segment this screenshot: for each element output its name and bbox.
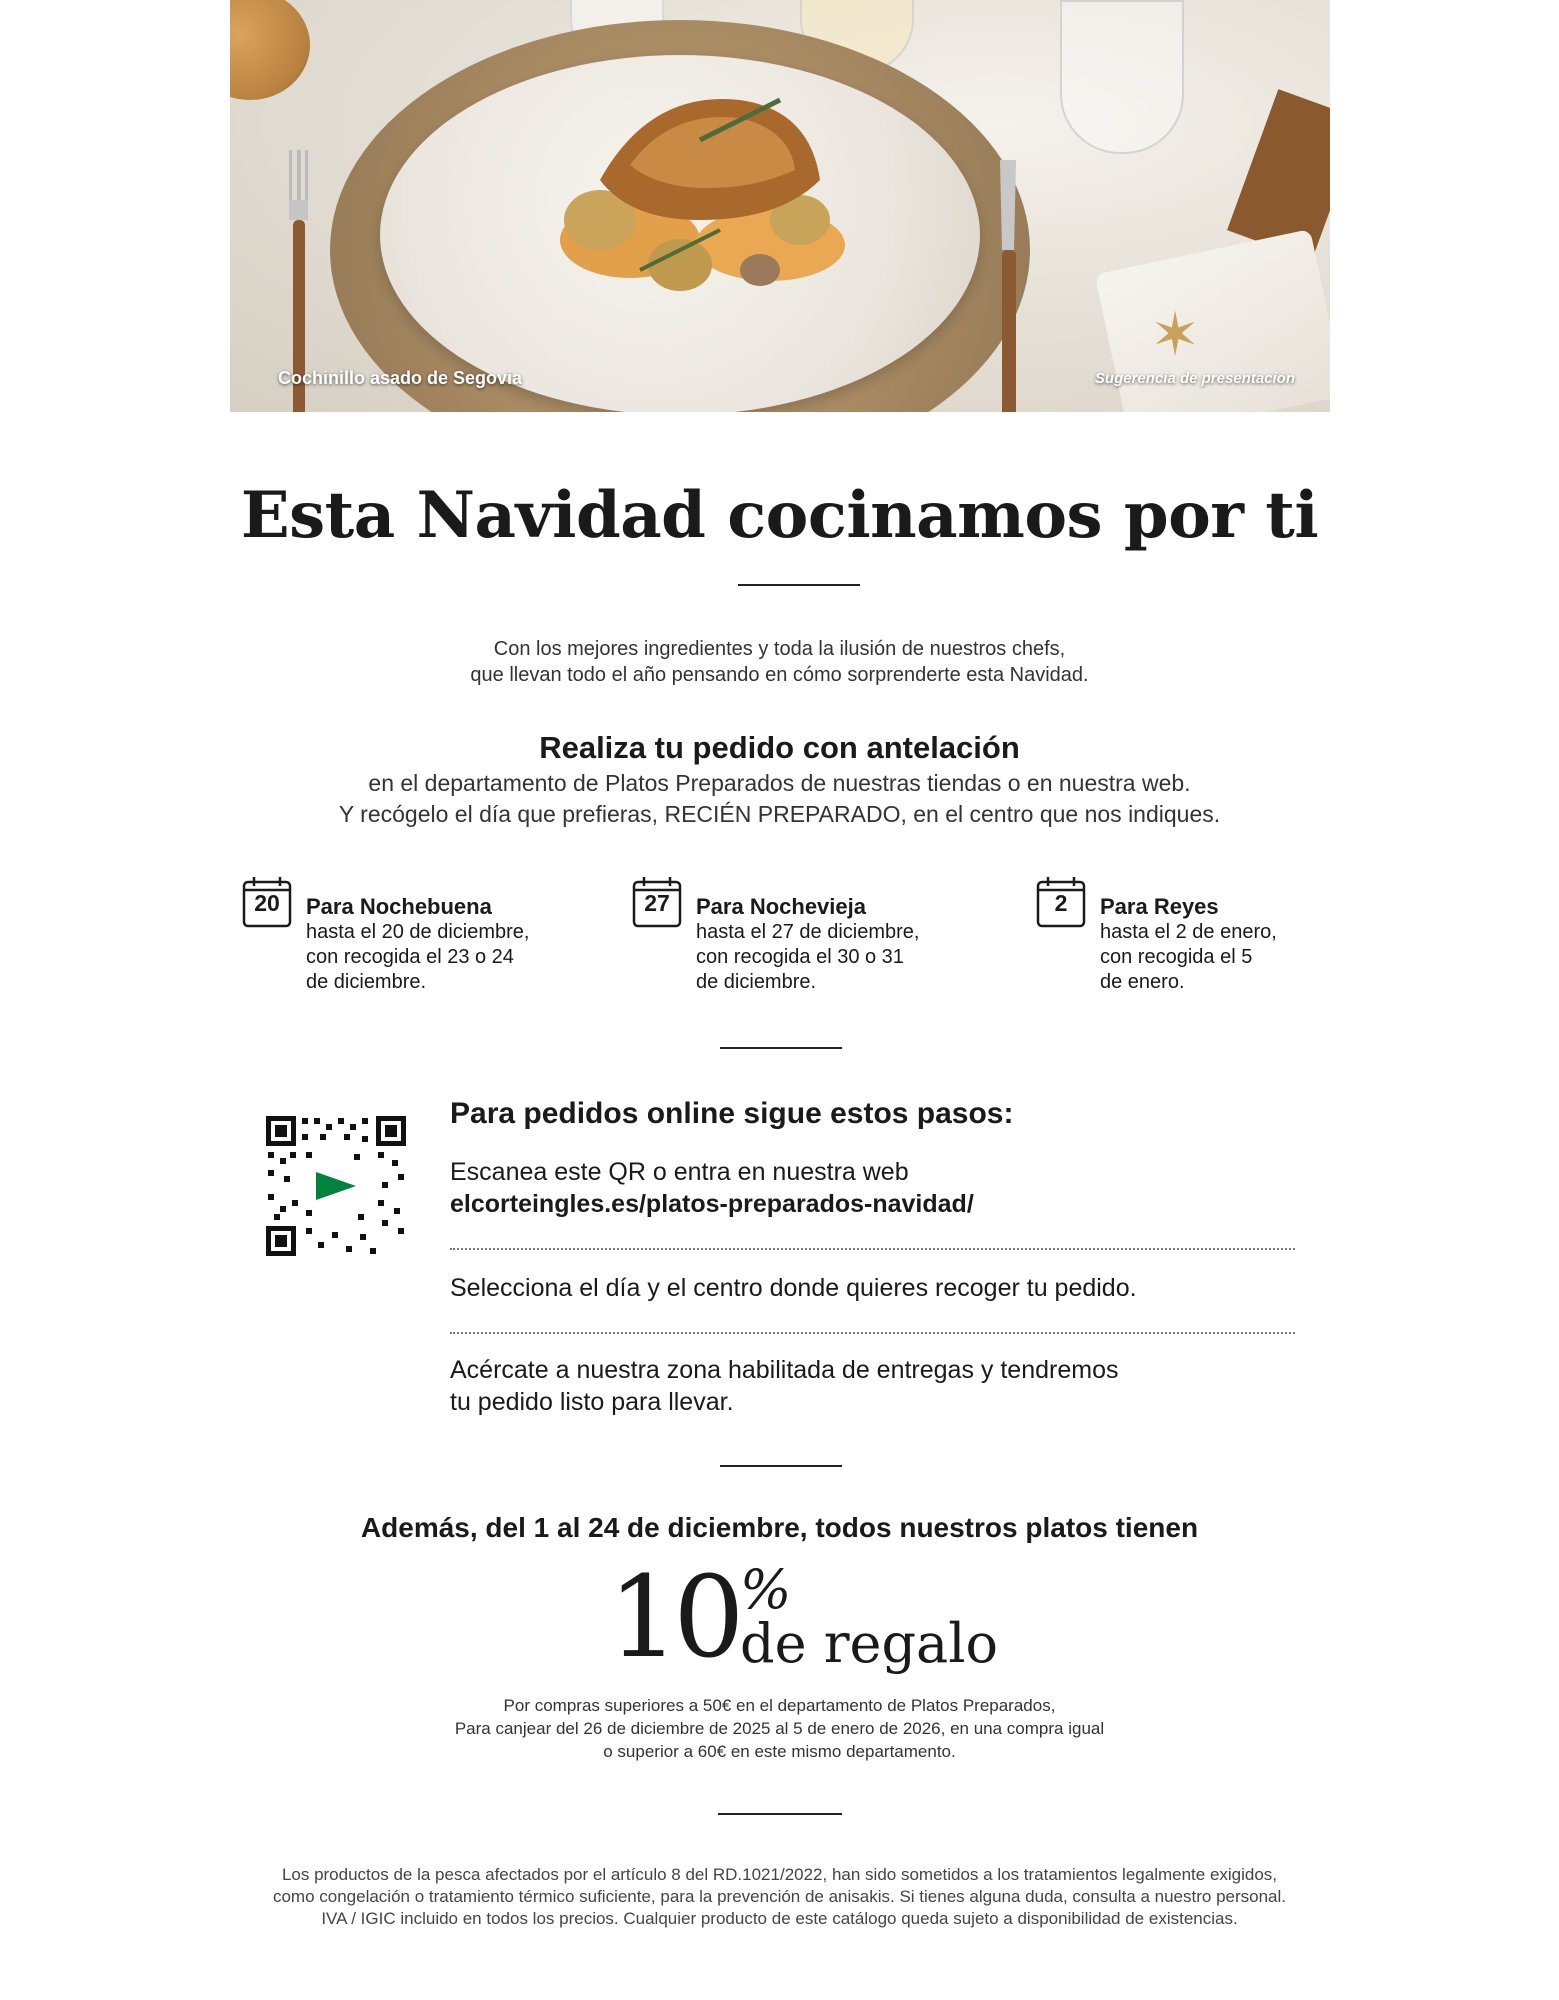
date-line: hasta el 27 de diciembre, [696,921,920,943]
step-text: Acércate a nuestra zona habilitada de entregas y tendremos [450,1356,1119,1384]
intro-line: que llevan todo el año pensando en cómo sorprenderte esta Navidad. [470,664,1089,686]
terms-line: o superior a 60€ en este mismo departamento. [603,1742,956,1761]
dotted-separator [450,1332,1295,1334]
website-link[interactable]: elcorteingles.es/platos-preparados-navidad/ [450,1190,974,1218]
date-line: de diciembre. [306,971,427,993]
legal-line: IVA / IGIC incluido en todos los precios. Cualquier producto de este catálogo queda sujeto a disponibilidad de existencias. [321,1909,1238,1928]
intro-line: Con los mejores ingredientes y toda la ilusión de nuestros chefs, [493,638,1066,660]
date-text [306,894,606,995]
promo-terms [0,1694,1559,1763]
dotted-separator [450,1248,1295,1250]
promo-number: 10 [608,1553,739,1683]
order-line: en el departamento de Platos Preparados de nuestras tiendas o en nuestra web. [368,770,1191,796]
percent-sign: % [740,1558,792,1621]
step-select: Selecciona el día y el centro donde quieres recoger tu pedido. [450,1274,1137,1302]
promo-intro: Además, del 1 al 24 de diciembre, todos nuestros platos tienen [360,1512,1199,1543]
divider [720,1465,842,1467]
qr-code[interactable] [266,1116,406,1256]
presentation-note: Sugerencia de presentación [1094,370,1295,387]
terms-line: Para canjear del 26 de diciembre de 2025 al 5 de enero de 2026, en una compra igual [454,1719,1105,1738]
calendar-icon [242,876,292,928]
calendar-day: 2 [1054,890,1068,916]
divider [720,1047,842,1049]
date-line: de diciembre. [696,971,817,993]
star-decoration: ✶ [1150,301,1201,368]
date-line: con recogida el 23 o 24 [306,946,514,968]
date-text [696,894,996,995]
legal-line: como congelación o tratamiento térmico suficiente, para la prevención de anisakis. Si tienes alguna duda, consulta a nuestro personal. [272,1887,1287,1906]
date-title: Para Reyes [1100,894,1219,919]
knife [990,160,1030,412]
step-text: tu pedido listo para llevar. [450,1388,734,1416]
step-pickup [450,1354,1118,1418]
calendar-day: 27 [644,890,670,916]
divider [738,584,860,586]
date-line: hasta el 20 de diciembre, [306,921,530,943]
intro-text [0,636,1559,688]
date-title: Para Nochevieja [696,894,866,919]
terms-line: Por compras superiores a 50€ en el departamento de Platos Preparados, [503,1696,1056,1715]
date-line: de enero. [1100,971,1185,993]
date-text [1100,894,1360,995]
divider [718,1813,842,1815]
date-line: con recogida el 30 o 31 [696,946,904,968]
page-title: Esta Navidad cocinamos por ti [240,478,1319,553]
order-title: Realiza tu pedido con antelación [539,730,1020,765]
step-text: Escanea este QR o entra en nuestra web [450,1158,909,1186]
roast-pork-dish [480,70,900,310]
legal-line: Los productos de la pesca afectados por el artículo 8 del RD.1021/2022, han sido sometidos a los tratamientos legalmente exigidos, [281,1865,1278,1884]
step-scan [450,1156,974,1220]
date-line: con recogida el 5 [1100,946,1253,968]
order-description [0,768,1559,830]
order-line: Y recógelo el día que prefieras, RECIÉN PREPARADO, en el centro que nos indiques. [338,801,1221,827]
calendar-day: 20 [254,890,280,916]
online-steps-title: Para pedidos online sigue estos pasos: [450,1097,1014,1130]
promo-tagline: de regalo [740,1612,999,1675]
legal-notice [0,1864,1559,1930]
calendar-icon [1036,876,1086,928]
date-title: Para Nochebuena [306,894,492,919]
calendar-icon [632,876,682,928]
wine-glass [1060,0,1184,154]
photo-caption: Cochinillo asado de Segovia [278,368,523,388]
hero-photo [230,0,1330,412]
date-line: hasta el 2 de enero, [1100,921,1277,943]
